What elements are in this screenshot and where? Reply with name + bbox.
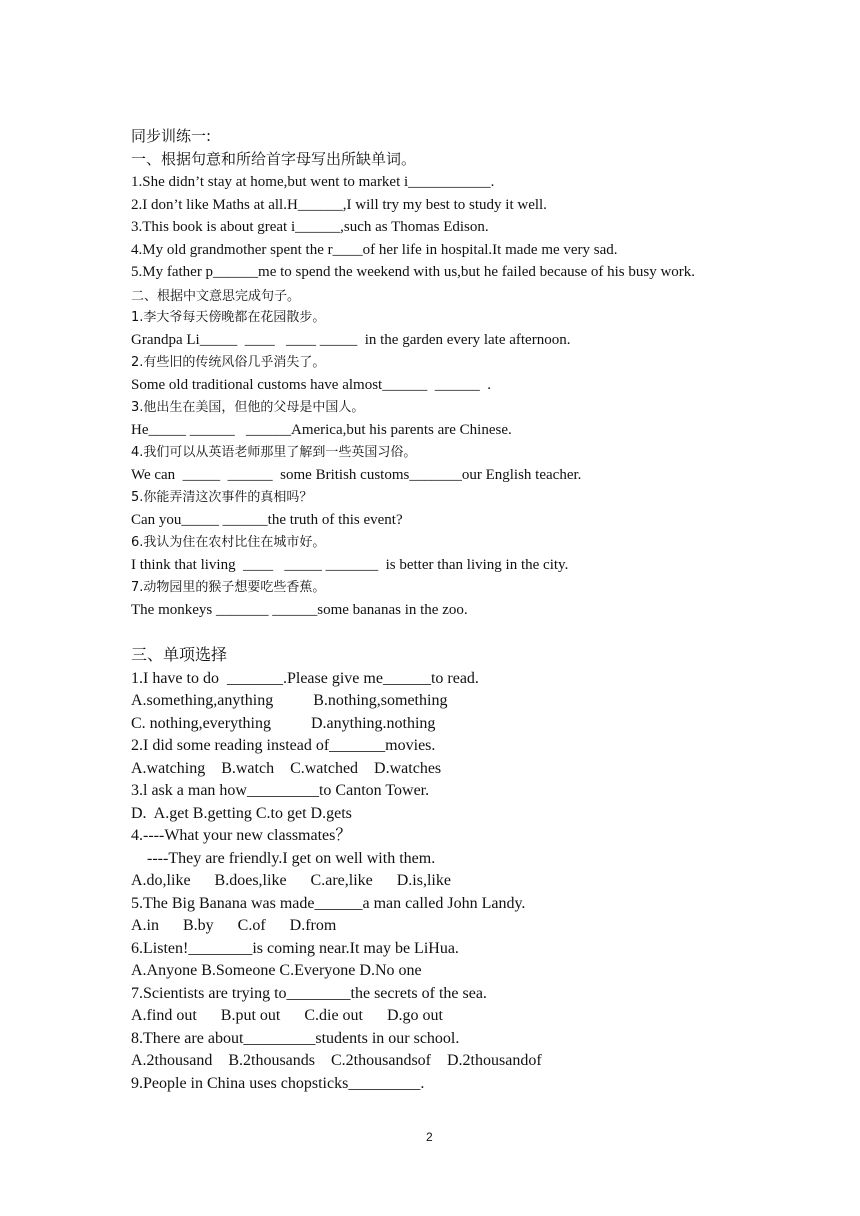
choice-line: A.watching B.watch C.watched D.watches xyxy=(131,760,442,777)
question-line: 4.My old grandmother spent the r____of her life in hospital.It made me very sad. xyxy=(131,242,618,258)
section-2-heading: 二、根据中文意思完成句子。 xyxy=(131,289,301,304)
choice-line: D. A.get B.getting C.to get D.gets xyxy=(131,805,352,822)
choice-line: 6.Listen!________is coming near.It may be LiHua. xyxy=(131,940,459,957)
choice-line: ----They are friendly.I get on well with them. xyxy=(131,850,436,867)
chinese-prompt: 6.我认为住在农村比住在城市好。 xyxy=(131,535,326,550)
question-line: 5.My father p______me to spend the weekend with us,but he failed because of his busy work. xyxy=(131,264,696,280)
choice-line: A.in B.by C.of D.from xyxy=(131,917,337,934)
choice-line: A.do,like B.does,like C.are,like D.is,like xyxy=(131,872,451,889)
question-line: 1.She didn’t stay at home,but went to market i___________. xyxy=(131,174,495,190)
choice-line: 5.The Big Banana was made______a man called John Landy. xyxy=(131,895,526,912)
choice-line: A.2thousand B.2thousands C.2thousandsof D.2thousandof xyxy=(131,1052,542,1069)
choice-line: A.something,anything B.nothing,something xyxy=(131,692,448,709)
choice-line: 8.There are about_________students in our school. xyxy=(131,1030,460,1047)
section-3-heading: 三、单项选择 xyxy=(131,645,228,664)
page-number: 2 xyxy=(426,1130,433,1144)
choice-line: A.find out B.put out C.die out D.go out xyxy=(131,1007,443,1024)
english-sentence: We can _____ ______ some British customs_______our English teacher. xyxy=(131,467,582,483)
english-sentence: The monkeys _______ ______some bananas in the zoo. xyxy=(131,602,468,618)
chinese-prompt: 1.李大爷每天傍晚都在花园散步。 xyxy=(131,310,326,325)
chinese-prompt: 3.他出生在美国，但他的父母是中国人。 xyxy=(131,400,365,415)
choice-line: 2.I did some reading instead of_______movies. xyxy=(131,737,436,754)
choice-line: 7.Scientists are trying to________the secrets of the sea. xyxy=(131,985,487,1002)
section-1-heading: 一、根据句意和所给首字母写出所缺单词。 xyxy=(131,150,417,168)
chinese-prompt: 4.我们可以从英语老师那里了解到一些英国习俗。 xyxy=(131,445,417,460)
chinese-prompt: 2.有些旧的传统风俗几乎消失了。 xyxy=(131,355,326,370)
choice-line: A.Anyone B.Someone C.Everyone D.No one xyxy=(131,962,422,979)
question-line: 3.This book is about great i______,such as Thomas Edison. xyxy=(131,219,489,235)
choice-line: 9.People in China uses chopsticks_________. xyxy=(131,1075,425,1092)
english-sentence: Can you_____ ______the truth of this event? xyxy=(131,512,403,528)
english-sentence: Grandpa Li_____ ____ ____ _____ in the garden every late afternoon. xyxy=(131,332,571,348)
choice-line: 3.l ask a man how_________to Canton Tower. xyxy=(131,782,430,799)
english-sentence: He_____ ______ ______America,but his parents are Chinese. xyxy=(131,422,512,438)
choice-line: C. nothing,everything D.anything.nothing xyxy=(131,715,436,732)
english-sentence: I think that living ____ _____ _______ is better than living in the city. xyxy=(131,557,569,573)
choice-line: 4.----What your new classmates？ xyxy=(131,827,352,844)
worksheet-title: 同步训练一: xyxy=(131,127,212,145)
chinese-prompt: 7.动物园里的猴子想要吃些香蕉。 xyxy=(131,580,326,595)
chinese-prompt: 5.你能弄清这次事件的真相吗？ xyxy=(131,490,313,505)
choice-line: 1.I have to do _______.Please give me______to read. xyxy=(131,670,479,687)
english-sentence: Some old traditional customs have almost______ ______ . xyxy=(131,377,491,393)
question-line: 2.I don’t like Maths at all.H______,I will try my best to study it well. xyxy=(131,197,547,213)
